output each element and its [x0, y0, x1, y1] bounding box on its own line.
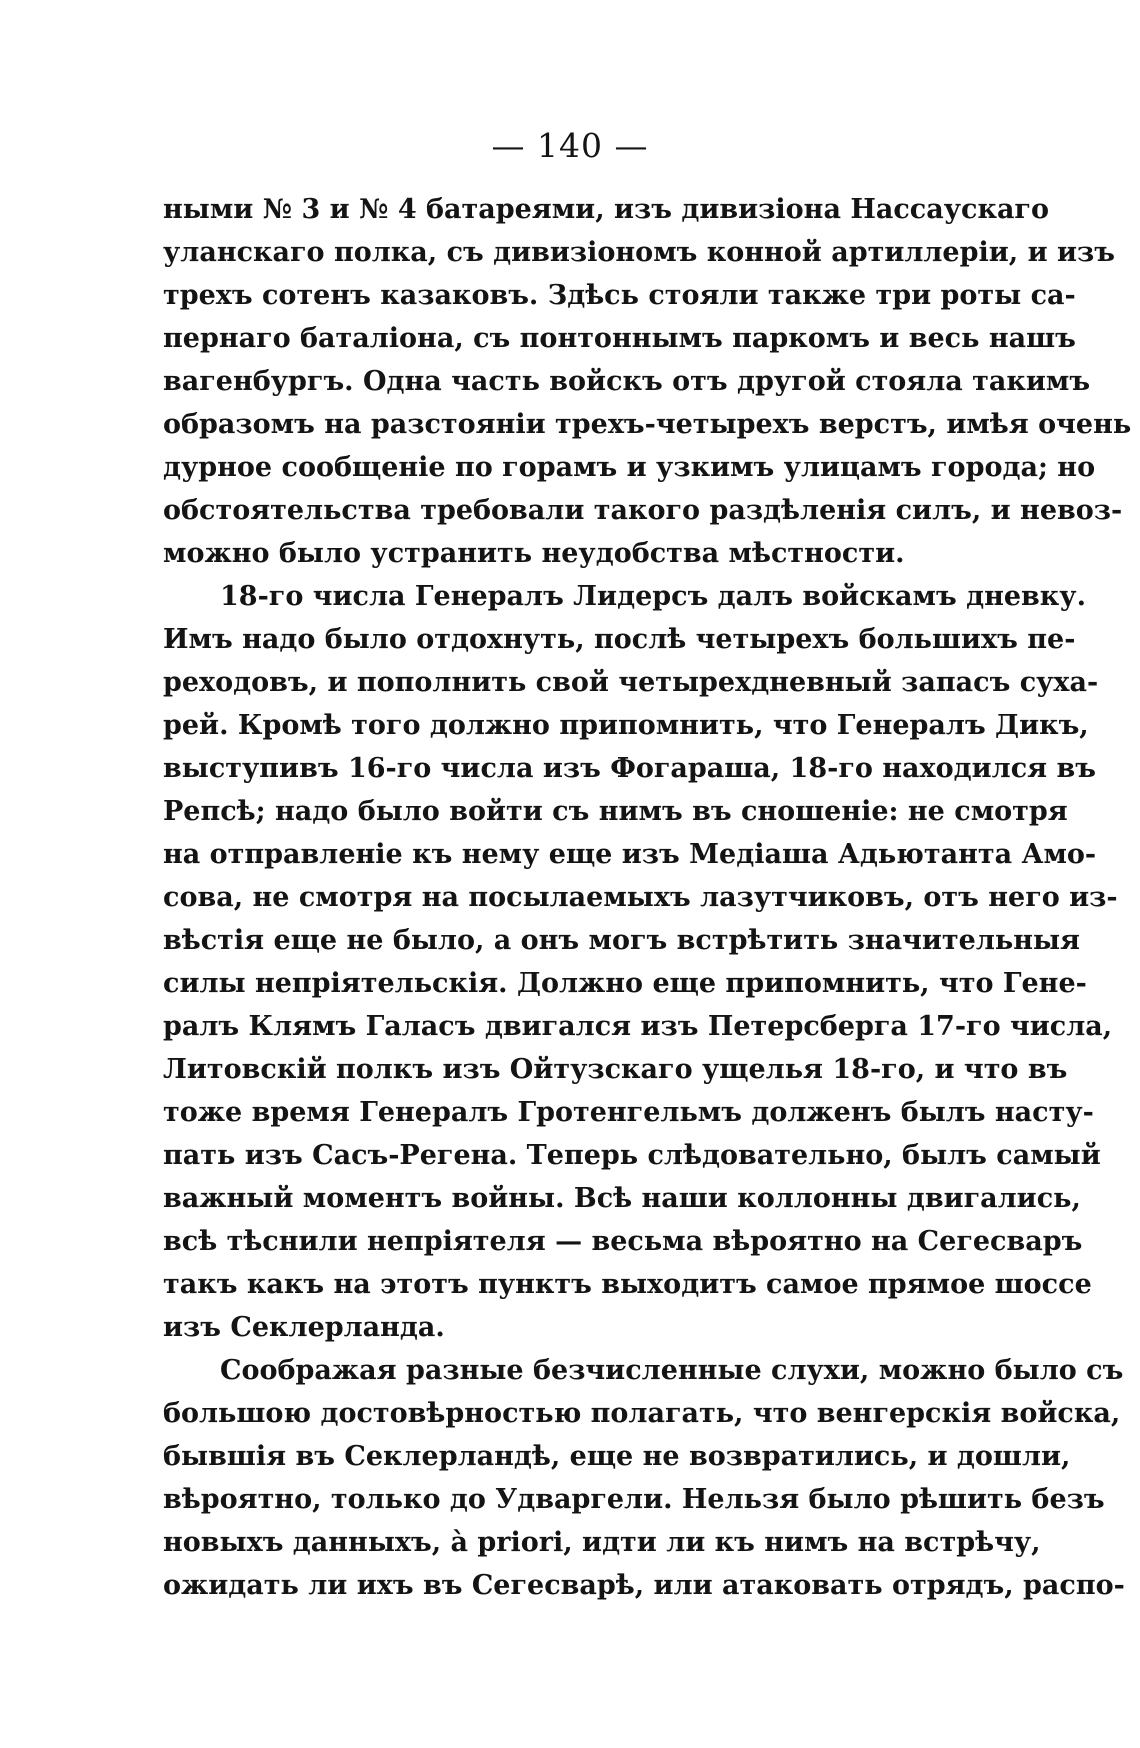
text-line: вѣстія еще не было, а онъ могъ встрѣтить значительныя [163, 925, 1080, 956]
text-line: выступивъ 16-го числа изъ Фогараша, 18-го находился въ [163, 753, 1096, 784]
text-line: сова, не смотря на посылаемыхъ лазутчиковъ, отъ него из- [163, 882, 1118, 913]
text-line: изъ Секлерланда. [163, 1312, 445, 1343]
text-line: Репсѣ; надо было войти съ нимъ въ сношеніе: не смотря [163, 796, 1068, 827]
text-line: новыхъ данныхъ, à priori, идти ли къ нимъ на встрѣчу, [163, 1527, 1041, 1558]
text-line: пернаго баталіона, съ понтоннымъ паркомъ и весь нашъ [163, 323, 1076, 354]
paragraph-2 [163, 575, 1118, 1349]
text-line: дурное сообщеніе по горамъ и узкимъ улицамъ города; но [163, 452, 1096, 483]
text-line: рей. Кромѣ того должно припомнить, что Генералъ Дикъ, [163, 710, 1089, 741]
text-line: вѣроятно, только до Удваргели. Нельзя было рѣшить безъ [163, 1484, 1105, 1515]
text-line: образомъ на разстояніи трехъ-четырехъ верстъ, имѣя очень [163, 409, 1132, 440]
text-line: на отправленіе къ нему еще изъ Медіаша Адьютанта Амо- [163, 839, 1097, 870]
text-line: ными № 3 и № 4 батареями, изъ дивизіона Нассаускаго [163, 194, 1049, 225]
text-line: ожидать ли ихъ въ Сегесварѣ, или атаковать отрядъ, распо- [163, 1570, 1125, 1601]
text-line: вагенбургъ. Одна часть войскъ отъ другой стояла такимъ [163, 366, 1091, 397]
text-line: ралъ Клямъ Галасъ двигался изъ Петерсберга 17-го числа, [163, 1011, 1113, 1042]
text-line: бывшія въ Секлерландѣ, еще не возвратились, и дошли, [163, 1441, 1071, 1472]
text-line: трехъ сотенъ казаковъ. Здѣсь стояли также три роты са- [163, 280, 1076, 311]
body-text [163, 188, 1132, 1607]
text-line: большою достовѣрностью полагать, что венгерскія войска, [163, 1398, 1121, 1429]
text-line: силы непріятельскія. Должно еще припомнить, что Гене- [163, 968, 1087, 999]
text-line: такъ какъ на этотъ пунктъ выходитъ самое прямое шоссе [163, 1269, 1092, 1300]
text-line: можно было устранить неудобства мѣстности. [163, 538, 905, 569]
text-line: пать изъ Сасъ-Регена. Теперь слѣдовательно, былъ самый [163, 1140, 1101, 1171]
page-number: — 140 — [491, 126, 649, 165]
paragraph-1 [163, 188, 1132, 575]
paragraph-3 [163, 1349, 1125, 1607]
text-line: Соображая разные безчисленные слухи, можно было съ [220, 1355, 1124, 1386]
text-line: обстоятельства требовали такого раздѣленія силъ, и невоз- [163, 495, 1123, 526]
text-line: уланскаго полка, съ дивизіономъ конной артиллеріи, и изъ [163, 237, 1115, 268]
text-line: Имъ надо было отдохнуть, послѣ четырехъ большихъ пе- [163, 624, 1076, 655]
text-line: тоже время Генералъ Гротенгельмъ долженъ былъ насту- [163, 1097, 1094, 1128]
text-line: реходовъ, и пополнить свой четырехдневный запасъ суха- [163, 667, 1099, 698]
text-line: Литовскій полкъ изъ Ойтузскаго ущелья 18-го, и что въ [163, 1054, 1068, 1085]
text-line: всѣ тѣснили непріятеля — весьма вѣроятно на Сегесваръ [163, 1226, 1083, 1257]
text-line: 18-го числа Генералъ Лидерсъ далъ войскамъ дневку. [220, 581, 1086, 612]
text-line: важный моментъ войны. Всѣ наши коллонны двигались, [163, 1183, 1081, 1214]
